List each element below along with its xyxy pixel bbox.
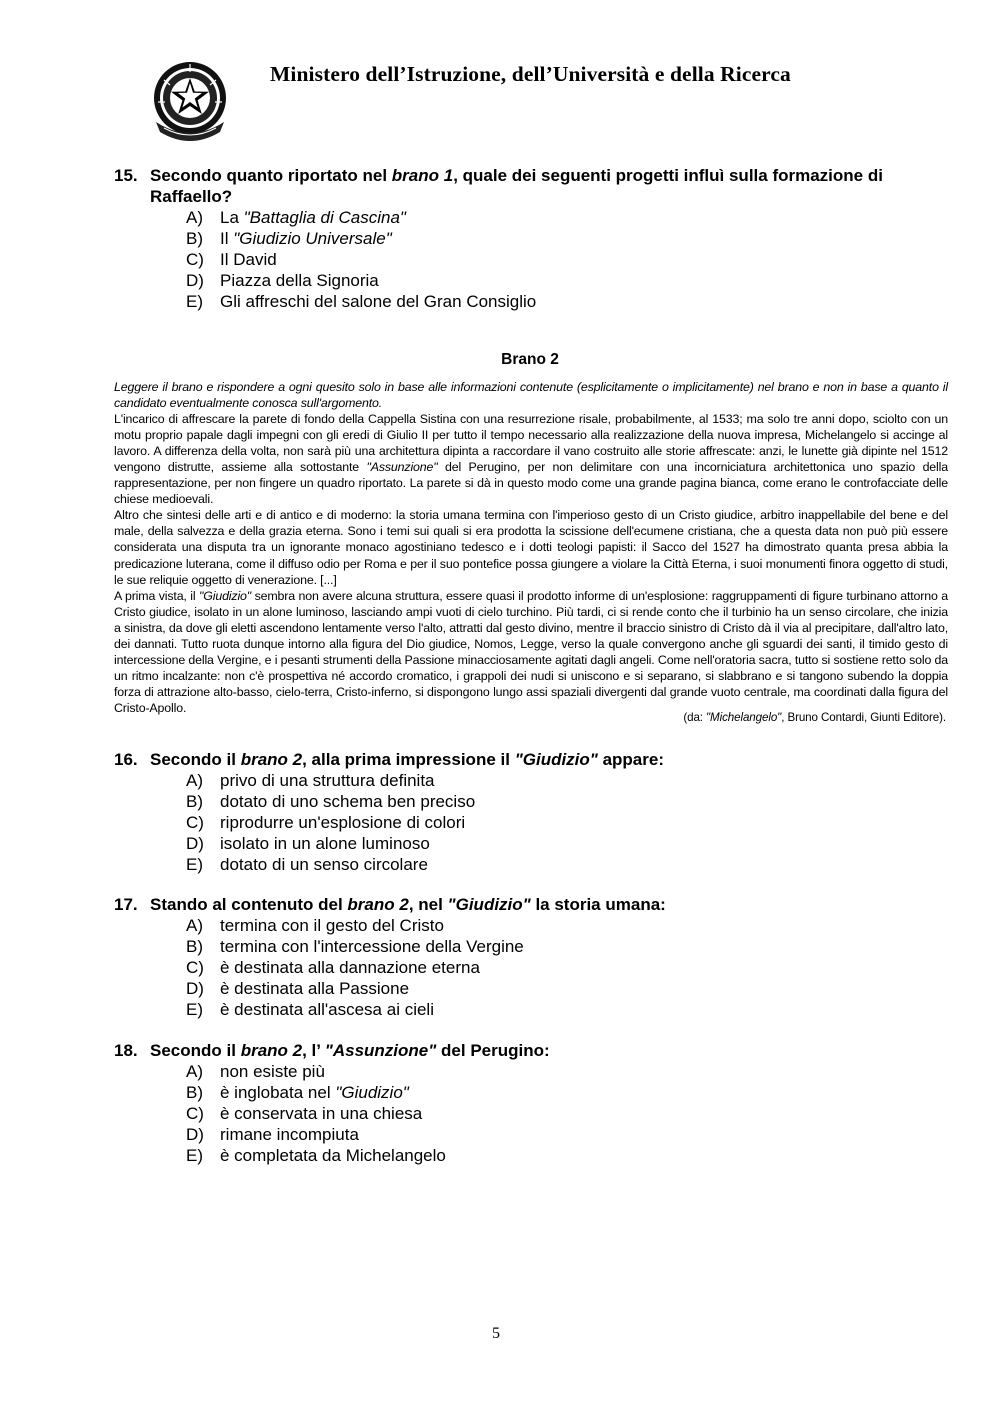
option-d: D) è destinata alla Passione — [186, 979, 410, 998]
option-c: C) Il David — [186, 250, 277, 269]
passage-paragraph-1: L'incarico di affrescare la parete di fondo della Cappella Sistina con una resurrezione risale, probabilmente, al 1533; ma solo tre anni dopo, sciolto con un motu proprio papale dagli impegni con gli eredi di Giulio II per tutto il tempo necessario alla realizzazione della nuova impresa, Michelangelo si accinge al lavoro. A differenza della volta, non sarà più una architettura dipinta a raccordare il vano costruito alle storie affrescate: anzi, le lunette già dipinte nel 1512 vengono distrutte, assieme alla sottostante "Assunzione" del Perugino, per non delimitare con una incorniciatura architettonica uno spazio della rappresentazione, per non fingere un quadro riportato. La parete si dà in questo modo come una grande pagina bianca, come erano le controfacciate delle chiese medioevali. — [114, 412, 948, 507]
option-b: B) termina con l'intercessione della Vergine — [186, 937, 524, 956]
question-stem: Stando al contenuto del brano 2, nel "Giudizio" la storia umana: — [150, 895, 666, 914]
option-c: C) è conservata in una chiesa — [186, 1104, 423, 1123]
passage-instructions: Leggere il brano e rispondere a ogni quesito solo in base alle informazioni contenute (esplicitamente o implicitamente) nel brano e non in base a quanto il candidato eventualmente conosca sull'argomento. — [114, 380, 948, 411]
option-e: E) è completata da Michelangelo — [186, 1146, 446, 1165]
option-e: E) Gli affreschi del salone del Gran Consiglio — [186, 292, 537, 311]
passage-source: (da: "Michelangelo", Bruno Contardi, Giunti Editore). — [683, 711, 946, 724]
option-a: A) privo di una struttura definita — [186, 771, 435, 790]
question-number: 16. — [114, 750, 138, 769]
option-d: D) isolato in un alone luminoso — [186, 834, 430, 853]
options-list — [114, 770, 944, 875]
question-17 — [114, 894, 944, 1020]
option-e: E) è destinata all'ascesa ai cieli — [186, 1000, 434, 1019]
question-stem: Secondo il brano 2, alla prima impressione il "Giudizio" appare: — [150, 750, 664, 769]
passage-paragraph-2: Altro che sintesi delle arti e di antico e di moderno: la storia umana termina con l'imperioso gesto di un Cristo giudice, arbitro inappellabile del bene e del male, della salvezza e della grazia eterna. Sono i temi sui quali si era prodotta la scissione dell'ecumene cristiana, che a questa data non può più essere considerata una disputa tra un ignorante monaco agostiniano tedesco e i dotti teologi papisti: il Sacco del 1527 ha dimostrato quanta presa abbia la predicazione luterana, come il diffuso odio per Roma e per il suo pontefice possa giungere a violare la Città Eterna, i suoi monumenti finora oggetto di studi, le sue reliquie oggetto di venerazione. [...] — [114, 508, 948, 587]
option-a: A) non esiste più — [186, 1062, 325, 1081]
passage-title: Brano 2 — [501, 351, 559, 368]
question-number: 17. — [114, 895, 138, 914]
option-e: E) dotato di un senso circolare — [186, 855, 428, 874]
option-d: D) rimane incompiuta — [186, 1125, 359, 1144]
option-a: A) termina con il gesto del Cristo — [186, 916, 444, 935]
option-b: B) è inglobata nel "Giudizio" — [186, 1083, 409, 1102]
question-number: 15. — [114, 166, 138, 185]
option-d: D) Piazza della Signoria — [186, 271, 379, 290]
options-list — [114, 915, 944, 1020]
question-15 — [114, 165, 944, 312]
option-b: B) dotato di uno schema ben preciso — [186, 792, 476, 811]
question-18 — [114, 1040, 944, 1166]
italian-republic-emblem-icon — [150, 58, 230, 142]
question-stem: Secondo quanto riportato nel brano 1, quale dei seguenti progetti influì sulla formazione di Raffaello? — [150, 166, 883, 206]
question-number: 18. — [114, 1041, 138, 1060]
options-list — [114, 1061, 944, 1166]
option-c: C) riprodurre un'esplosione di colori — [186, 813, 466, 832]
question-stem: Secondo il brano 2, l’ "Assunzione" del Perugino: — [150, 1041, 550, 1060]
option-c: C) è destinata alla dannazione eterna — [186, 958, 480, 977]
passage-paragraph-3: A prima vista, il "Giudizio" sembra non avere alcuna struttura, essere quasi il prodotto informe di un'esplosione: raggruppamenti di figure turbinano attorno a Cristo giudice, isolato in un alone luminoso, lasciando ampi vuoti di cielo turchino. Più tardi, ci si rende conto che il turbinio ha un senso circolare, che inizia a sinistra, da dove gli eletti ascendono lentamente verso l'alto, attratti dal gesto divino, mentre il braccio sinistro di Cristo dà il via al precipitare, dall'altro lato, dei dannati. Tutto ruota dunque intorno alla figura del Dio giudice, Nomos, Legge, verso la quale convergono anche gli sguardi dei santi, il timido gesto di intercessione della Vergine, e i pesanti strumenti della Passione minacciosamente agitati dagli angeli. Come nell'oratoria sacra, tutto si sostiene retto solo da un ritmo incalzante: non c'è prospettiva né accordo cromatico, i grappoli dei nudi si uniscono e si separano, si slabbrano e si tangono subendo la doppia forza di attrazione alto-basso, cielo-terra, Cristo-inferno, si dispongono lungo assi spaziali divergenti dal grande vuoto centrale, ma coordinati dalla figura del Cristo-Apollo. — [114, 588, 949, 715]
passage-text — [114, 379, 948, 716]
option-a: A) La "Battaglia di Cascina" — [186, 208, 406, 227]
option-b: B) Il "Giudizio Universale" — [186, 229, 392, 248]
page-number: 5 — [492, 1325, 500, 1342]
options-list — [114, 207, 944, 312]
ministry-title: Ministero dell’Istruzione, dell’Università e della Ricerca — [270, 62, 791, 86]
question-16 — [114, 749, 944, 875]
